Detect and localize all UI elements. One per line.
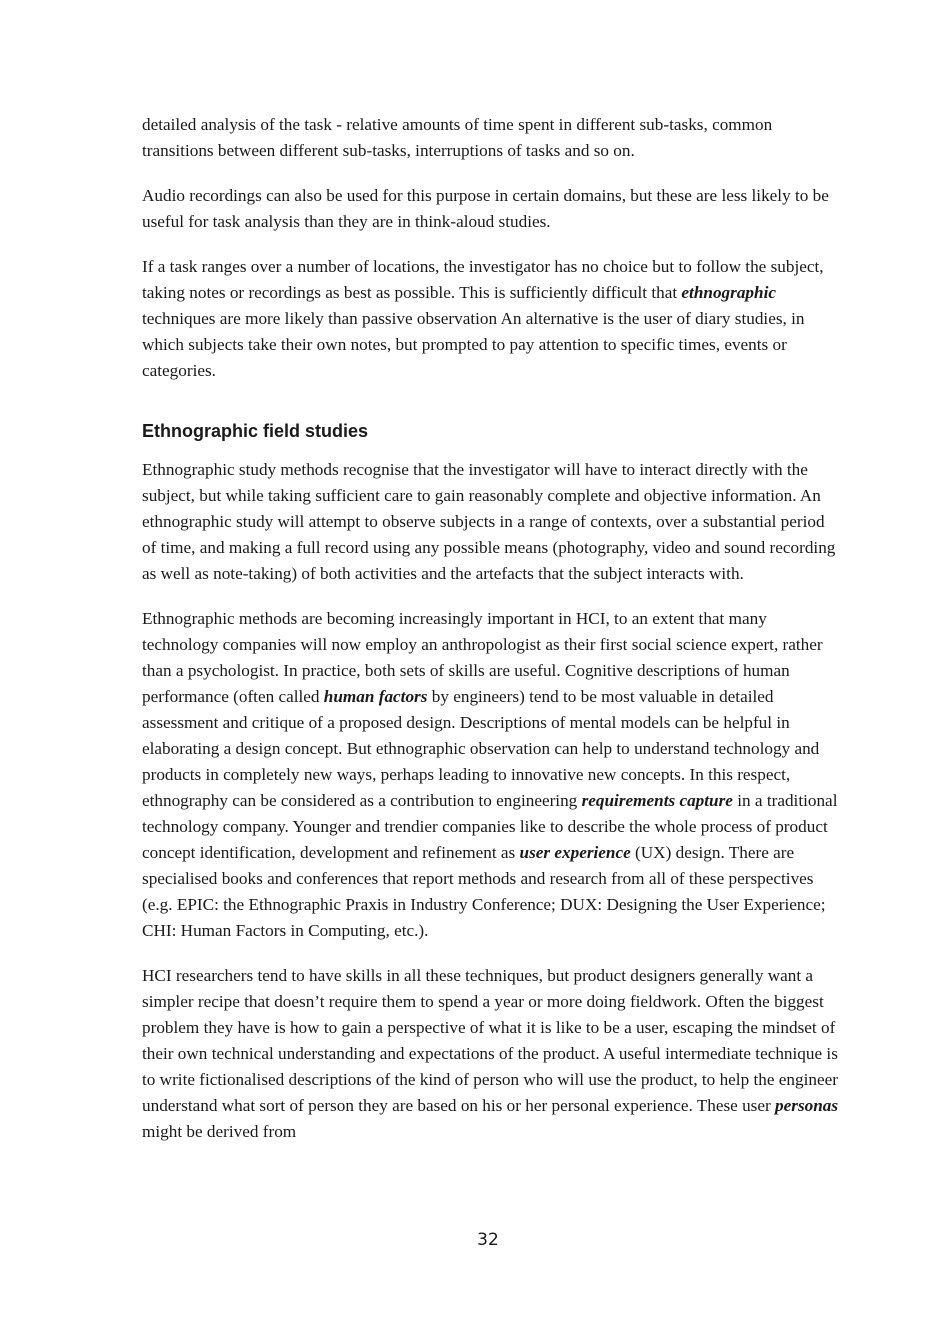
section-heading: Ethnographic field studies bbox=[142, 421, 369, 441]
paragraph-task-analysis bbox=[142, 112, 842, 164]
term-ethnographic: ethnographic bbox=[681, 283, 776, 302]
paragraph-ethnographic-methods bbox=[142, 457, 842, 587]
paragraph-text: Ethnographic study methods recognise that the investigator will have to interact directly with the subject, but while taking sufficient care to gain reasonably complete and objective information. An ethnographic study will attempt to observe subjects in a range of contexts, over a substantial period of time, and making a full record using any possible means (photography, video and sound recording as well as note-taking) of both activities and the artefacts that the subject interacts with. bbox=[142, 460, 836, 583]
paragraph-text: detailed analysis of the task - relative amounts of time spent in different sub-tasks, common transitions between different sub-tasks, interruptions of tasks and so on. bbox=[142, 115, 773, 160]
paragraph-text: HCI researchers tend to have skills in all these techniques, but product designers generally want a simpler recipe that doesn’t require them to spend a year or more doing fieldwork. Often the biggest problem they have is how to gain a perspective of what it is like to be a user, escaping the mindset of their own technical understanding and expectations of the product. A useful intermediate technique is to write fictionalised descriptions of the kind of person who will use the product, to help the engineer understand what sort of person they are based on his or her personal experience. These user bbox=[142, 966, 838, 1115]
paragraph-text: (UX) design. There are specialised books and conferences that report methods and research from all of these perspectives (e.g. EPIC: the Ethnographic Praxis in Industry Conference; DUX: Designing the User Experience; CHI: Human Factors in Computing, etc.). bbox=[142, 843, 826, 940]
paragraph-text: by engineers) tend to be most valuable in detailed assessment and critique of a proposed design. Descriptions of mental models can be helpful in elaborating a design concept. But ethnographic observation can help to understand technology and products in completely new ways, perhaps leading to innovative new concepts. In this respect, ethnography can be considered as a contribution to engineering bbox=[142, 687, 820, 810]
term-requirements-capture: requirements capture bbox=[581, 791, 733, 810]
paragraph-text: might be derived from bbox=[142, 1122, 297, 1141]
paragraph-audio-recordings bbox=[142, 183, 842, 235]
term-human-factors: human factors bbox=[323, 687, 428, 706]
body-text bbox=[142, 112, 842, 1164]
term-user-experience: user experience bbox=[519, 843, 631, 862]
paragraph-locations bbox=[142, 254, 842, 384]
paragraph-hci-importance bbox=[142, 606, 842, 944]
paragraph-text: in a traditional technology company. Younger and trendier companies like to describe the whole process of product concept identification, development and refinement as bbox=[142, 791, 838, 862]
paragraph-text: Ethnographic methods are becoming increasingly important in HCI, to an extent that many technology companies will now employ an anthropologist as their first social science expert, rather than a psychologist. In practice, both sets of skills are useful. Cognitive descriptions of human performance (often called bbox=[142, 609, 823, 706]
page-number: 32 bbox=[477, 1230, 499, 1250]
paragraph-text: Audio recordings can also be used for this purpose in certain domains, but these are less likely to be useful for task analysis than they are in think-aloud studies. bbox=[142, 186, 829, 231]
term-personas: personas bbox=[775, 1096, 839, 1115]
paragraph-personas bbox=[142, 963, 842, 1145]
paragraph-text: If a task ranges over a number of locations, the investigator has no choice but to follow the subject, taking notes or recordings as best as possible. This is sufficiently difficult that bbox=[142, 257, 824, 302]
paragraph-text: techniques are more likely than passive observation An alternative is the user of diary studies, in which subjects take their own notes, but prompted to pay attention to specific times, events or categories. bbox=[142, 309, 805, 380]
